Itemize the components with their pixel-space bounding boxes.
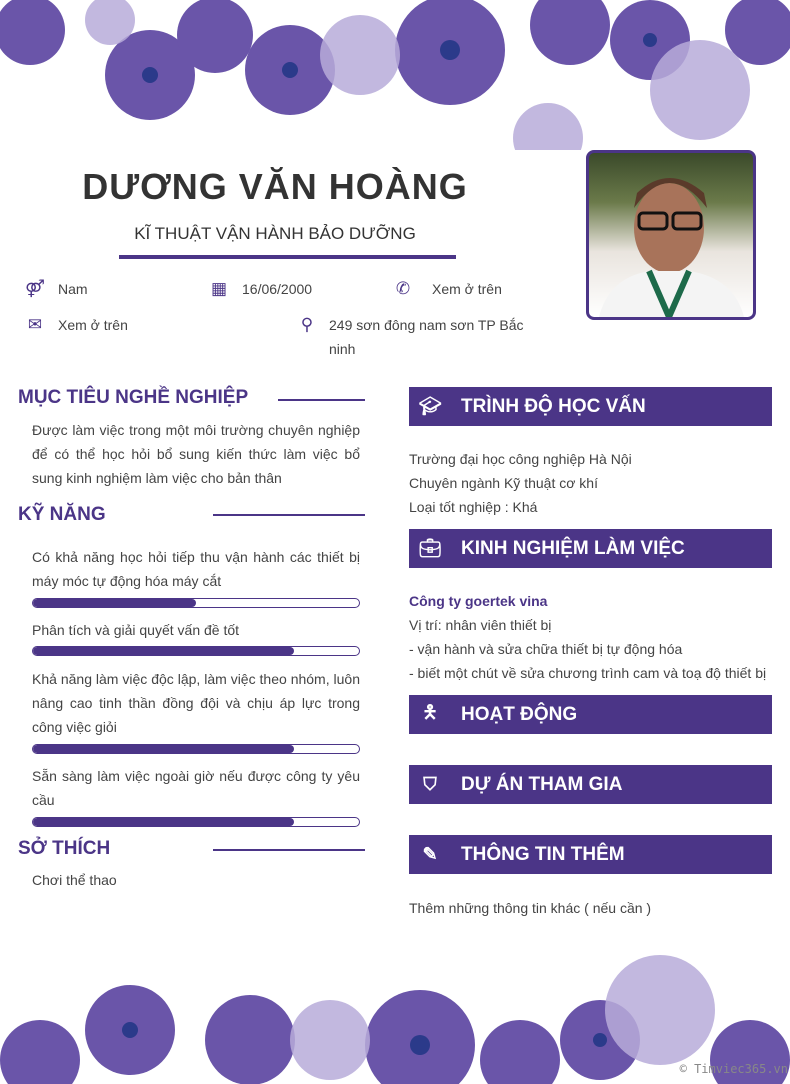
address-info — [296, 313, 536, 361]
phone-info — [392, 277, 502, 301]
education-line: Trường đại học công nghiệp Hà Nội — [409, 451, 632, 467]
objective-divider — [278, 399, 365, 401]
flower-decoration-top — [0, 0, 790, 150]
skill-label: Sẵn sàng làm việc ngoài giờ nếu được công ty yêu cầu — [32, 768, 360, 808]
email-value: Xem ở trên — [58, 317, 128, 333]
objective-text: Được làm việc trong một môi trường chuyên nghiệp để có thể học hỏi bổ sung kiến thức làm việc bổ sung kinh nghiệm làm việc cho bản thân — [32, 422, 360, 486]
birthday-info — [208, 277, 312, 301]
objective-heading: MỤC TIÊU NGHỀ NGHIỆP — [18, 387, 249, 408]
education-line: Chuyên ngành Kỹ thuật cơ khí — [409, 475, 598, 491]
candidate-name: DƯƠNG VĂN HOÀNG — [82, 166, 468, 207]
watermark: © Timviec365.vn — [679, 1062, 788, 1076]
graduation-cap-icon: 🎓︎ — [418, 396, 442, 416]
gender-icon: ⚤ — [25, 279, 45, 298]
skill-bar-fill — [33, 599, 196, 607]
gender-value: Nam — [58, 281, 88, 297]
skill-bar-fill — [33, 818, 294, 826]
email-info — [24, 313, 128, 337]
skill-label: Khả năng làm việc độc lập, làm việc theo nhóm, luôn nâng cao tinh thần đồng đội và chịu áp lực trong công việc giỏi — [32, 671, 360, 735]
gender-info — [24, 277, 88, 301]
experience-header: 💼︎ KINH NGHIỆM LÀM VIỆC — [409, 529, 772, 568]
person-icon: 🯅 — [422, 701, 438, 722]
additional-info-header: ✎ THÔNG TIN THÊM — [409, 835, 772, 874]
calendar-icon: ▦ — [210, 279, 228, 298]
experience-line: - biết một chút về sửa chương trình cam và toạ độ thiết bị — [409, 665, 767, 681]
hobbies-text: Chơi thể thao — [32, 872, 117, 888]
email-icon: ✉ — [27, 315, 43, 334]
skill-bar — [32, 646, 360, 656]
experience-line: - vận hành và sửa chữa thiết bị tự động hóa — [409, 641, 683, 657]
skill-bar — [32, 744, 360, 754]
projects-header: ⛉ DỰ ÁN THAM GIA — [409, 765, 772, 804]
activities-header: 🯅 HOẠT ĐỘNG — [409, 695, 772, 734]
phone-value: Xem ở trên — [432, 281, 502, 297]
skill-bar-fill — [33, 647, 294, 655]
location-pin-icon: ⚲ — [300, 315, 314, 334]
skill-label: Có khả năng học hỏi tiếp thu vận hành các thiết bị máy móc tự động hóa máy cắt — [32, 549, 360, 589]
skill-label: Phân tích và giải quyết vấn đề tốt — [32, 622, 240, 638]
skill-bar-fill — [33, 745, 294, 753]
job-title: KĨ THUẬT VẬN HÀNH BẢO DƯỠNG — [134, 224, 416, 243]
skills-divider — [213, 514, 365, 516]
hobbies-heading: SỞ THÍCH — [18, 838, 111, 859]
flower-decoration-bottom — [0, 950, 790, 1084]
education-details — [409, 447, 779, 519]
edit-icon: ✎ — [422, 844, 438, 864]
company-name: Công ty goertek vina — [409, 593, 548, 609]
additional-info-text: Thêm những thông tin khác ( nếu cần ) — [409, 900, 652, 916]
skills-heading: KỸ NĂNG — [18, 504, 106, 525]
phone-icon: ✆ — [395, 279, 411, 298]
education-line: Loại tốt nghiệp : Khá — [409, 499, 538, 515]
experience-details — [409, 589, 779, 685]
skill-bar — [32, 598, 360, 608]
title-underline — [119, 255, 456, 259]
hobbies-divider — [213, 849, 365, 851]
education-header: 🎓︎ TRÌNH ĐỘ HỌC VẤN — [409, 387, 772, 426]
experience-line: Vị trí: nhân viên thiết bị — [409, 617, 552, 633]
birthday-value: 16/06/2000 — [242, 281, 313, 297]
profile-photo — [586, 150, 756, 320]
bookmark-icon: ⛉ — [423, 774, 437, 794]
briefcase-icon: 💼︎ — [418, 538, 442, 558]
skill-bar — [32, 817, 360, 827]
address-value: 249 sơn đông nam sơn TP Bắc ninh — [329, 317, 524, 357]
